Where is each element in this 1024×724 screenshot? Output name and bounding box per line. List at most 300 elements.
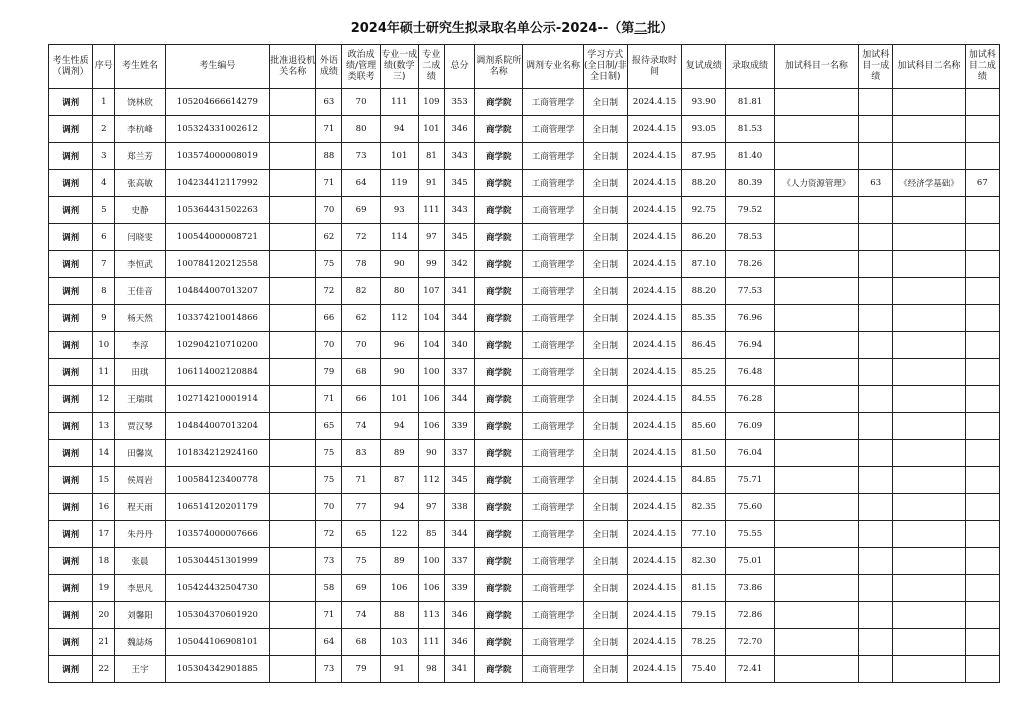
- cell-name: 刘馨阳: [115, 602, 165, 629]
- cell-id: 100584123400778: [165, 467, 270, 494]
- cell-total: 339: [444, 575, 474, 602]
- cell-name: 魏誌炀: [115, 629, 165, 656]
- cell-major1: 89: [380, 548, 418, 575]
- cell-type: 调剂: [49, 629, 93, 656]
- cell-retest: 87.10: [682, 251, 726, 278]
- cell-extra1-name: [774, 656, 858, 683]
- table-row: [49, 278, 1000, 305]
- cell-politics: 68: [342, 629, 380, 656]
- title-end: 批）: [647, 21, 674, 36]
- header-cell: 调剂专业名称: [523, 45, 583, 89]
- cell-college: 商学院: [475, 629, 523, 656]
- cell-retest: 84.55: [682, 386, 726, 413]
- header-cell: 序号: [93, 45, 115, 89]
- cell-college: 商学院: [475, 251, 523, 278]
- cell-org: [270, 332, 316, 359]
- cell-total: 337: [444, 440, 474, 467]
- table-row: [49, 521, 1000, 548]
- cell-name: 田馨岚: [115, 440, 165, 467]
- cell-major2: 100: [418, 548, 444, 575]
- cell-retest: 75.40: [682, 656, 726, 683]
- cell-admit: 77.53: [726, 278, 774, 305]
- cell-major: 工商管理学: [523, 116, 583, 143]
- cell-extra2-score: [965, 197, 999, 224]
- cell-major2: 106: [418, 386, 444, 413]
- cell-foreign: 66: [316, 305, 342, 332]
- cell-type: 调剂: [49, 656, 93, 683]
- cell-no: 18: [93, 548, 115, 575]
- cell-extra1-name: [774, 251, 858, 278]
- cell-foreign: 71: [316, 170, 342, 197]
- cell-name: 侯周岩: [115, 467, 165, 494]
- cell-foreign: 70: [316, 494, 342, 521]
- cell-major1: 111: [380, 89, 418, 116]
- cell-no: 4: [93, 170, 115, 197]
- cell-extra2-score: [965, 548, 999, 575]
- cell-politics: 66: [342, 386, 380, 413]
- header-cell: 加试科目二成绩: [965, 45, 999, 89]
- cell-id: 100784120212558: [165, 251, 270, 278]
- cell-name: 朱丹丹: [115, 521, 165, 548]
- cell-no: 2: [93, 116, 115, 143]
- cell-type: 调剂: [49, 602, 93, 629]
- cell-extra1-score: [859, 386, 893, 413]
- cell-mode: 全日制: [583, 116, 627, 143]
- cell-college: 商学院: [475, 305, 523, 332]
- cell-mode: 全日制: [583, 170, 627, 197]
- header-cell: 报待录取时间: [627, 45, 681, 89]
- cell-no: 11: [93, 359, 115, 386]
- header-cell: 加试科目一成绩: [859, 45, 893, 89]
- cell-extra2-name: [893, 467, 965, 494]
- cell-mode: 全日制: [583, 440, 627, 467]
- cell-name: 饶林欣: [115, 89, 165, 116]
- cell-mode: 全日制: [583, 305, 627, 332]
- page-title: [0, 20, 1024, 38]
- cell-admit: 75.71: [726, 467, 774, 494]
- cell-major1: 90: [380, 251, 418, 278]
- cell-org: [270, 602, 316, 629]
- cell-politics: 77: [342, 494, 380, 521]
- cell-mode: 全日制: [583, 521, 627, 548]
- cell-politics: 82: [342, 278, 380, 305]
- cell-politics: 75: [342, 548, 380, 575]
- admission-table: [48, 44, 1000, 683]
- table-row: [49, 359, 1000, 386]
- cell-foreign: 58: [316, 575, 342, 602]
- table-row: [49, 197, 1000, 224]
- cell-major2: 113: [418, 602, 444, 629]
- cell-extra1-name: [774, 278, 858, 305]
- cell-extra2-name: [893, 251, 965, 278]
- cell-admit: 81.53: [726, 116, 774, 143]
- cell-total: 342: [444, 251, 474, 278]
- cell-extra1-score: [859, 413, 893, 440]
- cell-id: 105304370601920: [165, 602, 270, 629]
- cell-college: 商学院: [475, 197, 523, 224]
- table-row: [49, 116, 1000, 143]
- cell-no: 17: [93, 521, 115, 548]
- cell-major2: 91: [418, 170, 444, 197]
- cell-major: 工商管理学: [523, 521, 583, 548]
- cell-type: 调剂: [49, 251, 93, 278]
- cell-extra1-score: [859, 494, 893, 521]
- cell-date: 2024.4.15: [627, 116, 681, 143]
- cell-foreign: 73: [316, 548, 342, 575]
- cell-mode: 全日制: [583, 143, 627, 170]
- cell-foreign: 63: [316, 89, 342, 116]
- cell-no: 1: [93, 89, 115, 116]
- cell-mode: 全日制: [583, 494, 627, 521]
- cell-major: 工商管理学: [523, 629, 583, 656]
- table-row: [49, 629, 1000, 656]
- cell-id: 104234412117992: [165, 170, 270, 197]
- cell-major1: 93: [380, 197, 418, 224]
- cell-name: 李恒武: [115, 251, 165, 278]
- cell-major1: 119: [380, 170, 418, 197]
- cell-id: 105044106908101: [165, 629, 270, 656]
- cell-total: 345: [444, 467, 474, 494]
- cell-admit: 75.55: [726, 521, 774, 548]
- cell-politics: 70: [342, 89, 380, 116]
- cell-retest: 93.90: [682, 89, 726, 116]
- cell-extra2-score: [965, 224, 999, 251]
- cell-major: 工商管理学: [523, 251, 583, 278]
- cell-extra2-score: [965, 575, 999, 602]
- cell-total: 339: [444, 413, 474, 440]
- cell-major: 工商管理学: [523, 143, 583, 170]
- cell-politics: 65: [342, 521, 380, 548]
- cell-org: [270, 440, 316, 467]
- cell-extra2-score: [965, 629, 999, 656]
- cell-extra1-score: [859, 440, 893, 467]
- cell-admit: 79.52: [726, 197, 774, 224]
- cell-type: 调剂: [49, 89, 93, 116]
- cell-major: 工商管理学: [523, 602, 583, 629]
- cell-date: 2024.4.15: [627, 602, 681, 629]
- cell-major1: 88: [380, 602, 418, 629]
- cell-admit: 75.01: [726, 548, 774, 575]
- cell-retest: 86.20: [682, 224, 726, 251]
- header-cell: 考生编号: [165, 45, 270, 89]
- cell-extra2-name: [893, 143, 965, 170]
- cell-extra1-name: [774, 629, 858, 656]
- cell-major1: 112: [380, 305, 418, 332]
- cell-major: 工商管理学: [523, 440, 583, 467]
- cell-extra2-name: [893, 413, 965, 440]
- cell-major1: 87: [380, 467, 418, 494]
- cell-major: 工商管理学: [523, 413, 583, 440]
- cell-extra2-score: [965, 359, 999, 386]
- cell-org: [270, 278, 316, 305]
- cell-college: 商学院: [475, 413, 523, 440]
- table-row: [49, 440, 1000, 467]
- cell-major: 工商管理学: [523, 89, 583, 116]
- cell-type: 调剂: [49, 116, 93, 143]
- table-row: [49, 575, 1000, 602]
- header-cell: 考生姓名: [115, 45, 165, 89]
- cell-retest: 85.25: [682, 359, 726, 386]
- cell-no: 14: [93, 440, 115, 467]
- cell-foreign: 65: [316, 413, 342, 440]
- cell-major: 工商管理学: [523, 467, 583, 494]
- cell-extra2-name: [893, 278, 965, 305]
- cell-total: 344: [444, 305, 474, 332]
- cell-politics: 62: [342, 305, 380, 332]
- cell-admit: 76.04: [726, 440, 774, 467]
- cell-type: 调剂: [49, 575, 93, 602]
- cell-major1: 114: [380, 224, 418, 251]
- cell-total: 337: [444, 359, 474, 386]
- cell-major2: 104: [418, 305, 444, 332]
- cell-major2: 107: [418, 278, 444, 305]
- cell-admit: 72.86: [726, 602, 774, 629]
- cell-retest: 82.30: [682, 548, 726, 575]
- cell-name: 杨天然: [115, 305, 165, 332]
- cell-admit: 76.96: [726, 305, 774, 332]
- table-row: [49, 656, 1000, 683]
- cell-retest: 93.05: [682, 116, 726, 143]
- cell-type: 调剂: [49, 224, 93, 251]
- cell-admit: 81.81: [726, 89, 774, 116]
- cell-extra2-name: [893, 548, 965, 575]
- cell-type: 调剂: [49, 467, 93, 494]
- cell-mode: 全日制: [583, 386, 627, 413]
- cell-major1: 122: [380, 521, 418, 548]
- cell-extra2-score: [965, 143, 999, 170]
- cell-date: 2024.4.15: [627, 575, 681, 602]
- header-cell: 批准退役机关名称: [270, 45, 316, 89]
- cell-date: 2024.4.15: [627, 359, 681, 386]
- cell-admit: 76.48: [726, 359, 774, 386]
- cell-extra2-name: [893, 629, 965, 656]
- cell-retest: 81.50: [682, 440, 726, 467]
- cell-no: 3: [93, 143, 115, 170]
- cell-college: 商学院: [475, 332, 523, 359]
- cell-politics: 78: [342, 251, 380, 278]
- cell-extra2-score: [965, 278, 999, 305]
- cell-org: [270, 494, 316, 521]
- cell-type: 调剂: [49, 332, 93, 359]
- header-cell: 加试科目一名称: [774, 45, 858, 89]
- cell-retest: 85.35: [682, 305, 726, 332]
- cell-id: 103574000008019: [165, 143, 270, 170]
- cell-extra2-score: [965, 656, 999, 683]
- cell-mode: 全日制: [583, 89, 627, 116]
- cell-major2: 99: [418, 251, 444, 278]
- cell-name: 贾汉琴: [115, 413, 165, 440]
- cell-total: 338: [444, 494, 474, 521]
- cell-politics: 74: [342, 602, 380, 629]
- cell-mode: 全日制: [583, 359, 627, 386]
- cell-extra1-score: [859, 224, 893, 251]
- cell-major1: 90: [380, 359, 418, 386]
- cell-type: 调剂: [49, 197, 93, 224]
- cell-politics: 83: [342, 440, 380, 467]
- table-row: [49, 332, 1000, 359]
- cell-name: 程天雨: [115, 494, 165, 521]
- cell-id: 106114002120884: [165, 359, 270, 386]
- cell-extra2-score: [965, 386, 999, 413]
- cell-foreign: 71: [316, 386, 342, 413]
- cell-major: 工商管理学: [523, 197, 583, 224]
- header-cell: 复试成绩: [682, 45, 726, 89]
- cell-extra1-name: [774, 440, 858, 467]
- cell-name: 张晨: [115, 548, 165, 575]
- cell-retest: 77.10: [682, 521, 726, 548]
- cell-type: 调剂: [49, 521, 93, 548]
- cell-org: [270, 359, 316, 386]
- cell-extra2-name: [893, 440, 965, 467]
- cell-politics: 64: [342, 170, 380, 197]
- cell-admit: 76.09: [726, 413, 774, 440]
- cell-org: [270, 548, 316, 575]
- cell-type: 调剂: [49, 440, 93, 467]
- header-cell: 录取成绩: [726, 45, 774, 89]
- cell-name: 郑兰芳: [115, 143, 165, 170]
- cell-extra1-name: [774, 143, 858, 170]
- cell-college: 商学院: [475, 440, 523, 467]
- cell-extra1-score: [859, 467, 893, 494]
- cell-foreign: 70: [316, 332, 342, 359]
- cell-mode: 全日制: [583, 575, 627, 602]
- cell-org: [270, 386, 316, 413]
- cell-college: 商学院: [475, 656, 523, 683]
- cell-id: 102904210710200: [165, 332, 270, 359]
- cell-total: 345: [444, 224, 474, 251]
- cell-retest: 84.85: [682, 467, 726, 494]
- cell-major1: 91: [380, 656, 418, 683]
- cell-foreign: 71: [316, 116, 342, 143]
- cell-mode: 全日制: [583, 278, 627, 305]
- cell-admit: 72.41: [726, 656, 774, 683]
- cell-mode: 全日制: [583, 629, 627, 656]
- cell-org: [270, 305, 316, 332]
- cell-politics: 72: [342, 224, 380, 251]
- cell-id: 102714210001914: [165, 386, 270, 413]
- cell-date: 2024.4.15: [627, 413, 681, 440]
- cell-major1: 94: [380, 494, 418, 521]
- cell-name: 闫晓雯: [115, 224, 165, 251]
- cell-foreign: 75: [316, 467, 342, 494]
- cell-total: 341: [444, 656, 474, 683]
- cell-extra2-score: [965, 413, 999, 440]
- cell-mode: 全日制: [583, 602, 627, 629]
- header-cell: 考生性质（调剂）: [49, 45, 93, 89]
- cell-major: 工商管理学: [523, 278, 583, 305]
- cell-id: 104844007013204: [165, 413, 270, 440]
- cell-politics: 70: [342, 332, 380, 359]
- cell-extra1-score: [859, 575, 893, 602]
- cell-politics: 71: [342, 467, 380, 494]
- cell-id: 105204666614279: [165, 89, 270, 116]
- cell-extra1-name: 《人力资源管理》: [774, 170, 858, 197]
- cell-admit: 73.86: [726, 575, 774, 602]
- header-cell: 专业二成绩: [418, 45, 444, 89]
- cell-extra1-name: [774, 359, 858, 386]
- cell-foreign: 75: [316, 440, 342, 467]
- table-row: [49, 143, 1000, 170]
- cell-id: 105324331002612: [165, 116, 270, 143]
- table-header: [49, 45, 1000, 89]
- cell-retest: 81.15: [682, 575, 726, 602]
- cell-major2: 104: [418, 332, 444, 359]
- cell-retest: 88.20: [682, 278, 726, 305]
- table-row: [49, 413, 1000, 440]
- cell-major: 工商管理学: [523, 224, 583, 251]
- cell-total: 346: [444, 116, 474, 143]
- cell-extra2-score: [965, 440, 999, 467]
- cell-no: 9: [93, 305, 115, 332]
- cell-extra1-score: [859, 656, 893, 683]
- cell-total: 341: [444, 278, 474, 305]
- cell-name: 李淳: [115, 332, 165, 359]
- header-cell: 调剂系院所名称: [475, 45, 523, 89]
- cell-extra2-score: [965, 116, 999, 143]
- cell-extra1-score: 63: [859, 170, 893, 197]
- cell-total: 345: [444, 170, 474, 197]
- cell-name: 王佳音: [115, 278, 165, 305]
- cell-extra1-score: [859, 89, 893, 116]
- cell-date: 2024.4.15: [627, 89, 681, 116]
- cell-retest: 88.20: [682, 170, 726, 197]
- cell-name: 田琪: [115, 359, 165, 386]
- cell-extra2-score: [965, 305, 999, 332]
- cell-foreign: 71: [316, 602, 342, 629]
- cell-id: 100544000008721: [165, 224, 270, 251]
- cell-type: 调剂: [49, 386, 93, 413]
- cell-extra1-score: [859, 359, 893, 386]
- cell-mode: 全日制: [583, 467, 627, 494]
- cell-extra1-name: [774, 332, 858, 359]
- cell-foreign: 72: [316, 278, 342, 305]
- cell-no: 20: [93, 602, 115, 629]
- cell-major2: 100: [418, 359, 444, 386]
- cell-extra2-score: [965, 467, 999, 494]
- cell-major: 工商管理学: [523, 359, 583, 386]
- cell-name: 王宇: [115, 656, 165, 683]
- cell-extra2-name: [893, 332, 965, 359]
- cell-org: [270, 656, 316, 683]
- cell-id: 105424432504730: [165, 575, 270, 602]
- cell-admit: 78.26: [726, 251, 774, 278]
- cell-extra1-name: [774, 197, 858, 224]
- cell-id: 106514120201179: [165, 494, 270, 521]
- header-cell: 外语成绩: [316, 45, 342, 89]
- cell-mode: 全日制: [583, 332, 627, 359]
- cell-college: 商学院: [475, 89, 523, 116]
- cell-total: 344: [444, 386, 474, 413]
- cell-retest: 78.25: [682, 629, 726, 656]
- cell-mode: 全日制: [583, 548, 627, 575]
- cell-no: 13: [93, 413, 115, 440]
- cell-politics: 80: [342, 116, 380, 143]
- cell-politics: 69: [342, 575, 380, 602]
- cell-college: 商学院: [475, 494, 523, 521]
- cell-retest: 85.60: [682, 413, 726, 440]
- cell-major: 工商管理学: [523, 170, 583, 197]
- cell-admit: 76.94: [726, 332, 774, 359]
- cell-college: 商学院: [475, 467, 523, 494]
- cell-date: 2024.4.15: [627, 440, 681, 467]
- cell-total: 353: [444, 89, 474, 116]
- cell-name: 李杭峰: [115, 116, 165, 143]
- cell-retest: 79.15: [682, 602, 726, 629]
- cell-extra1-score: [859, 305, 893, 332]
- cell-major1: 101: [380, 143, 418, 170]
- cell-total: 337: [444, 548, 474, 575]
- cell-total: 344: [444, 521, 474, 548]
